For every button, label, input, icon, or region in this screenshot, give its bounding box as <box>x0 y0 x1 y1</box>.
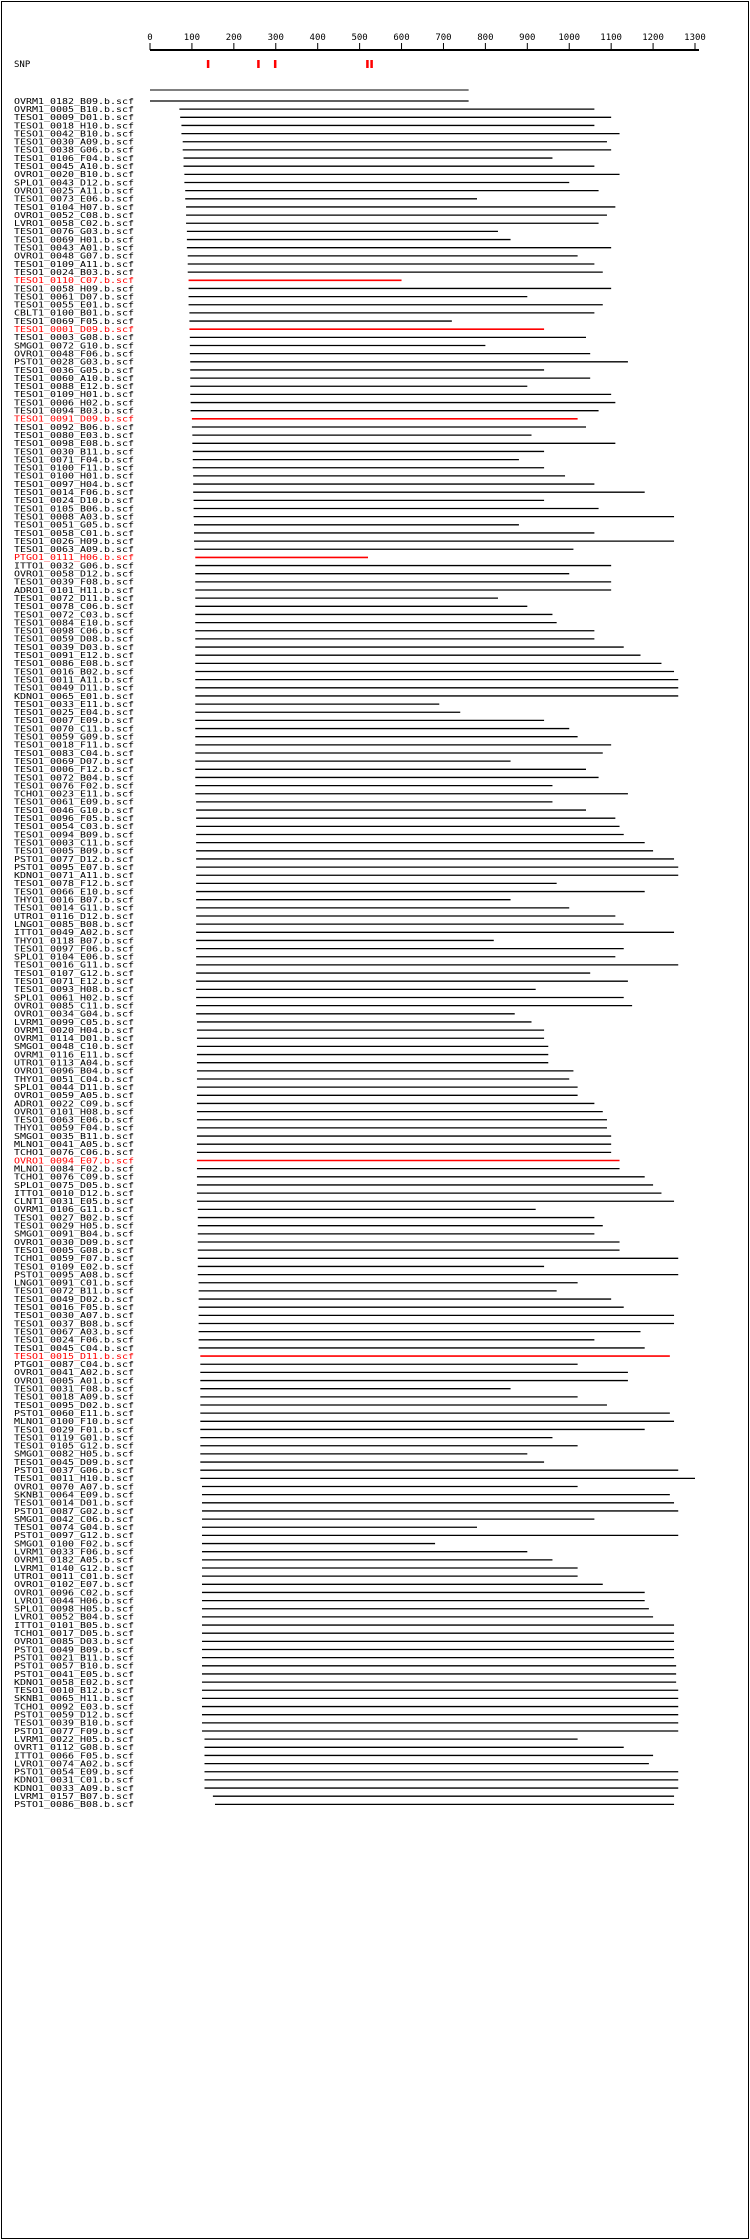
read-label: PSTO1_0054_E09.b.scf <box>14 1766 135 1777</box>
read-label: SPLO1_0075_D05.b.scf <box>14 1179 135 1190</box>
read-label: OVRO1_0048_G07.b.scf <box>14 250 135 261</box>
read-label: TESO1_0086_E08.b.scf <box>14 658 135 669</box>
read-label: TESO1_0011_H10.b.scf <box>14 1473 135 1484</box>
read-label: TESO1_0039_F08.b.scf <box>14 576 135 587</box>
read-label: TESO1_0093_H08.b.scf <box>14 984 135 995</box>
read-label: TESO1_0036_G05.b.scf <box>14 364 135 375</box>
read-label: TCHO1_0076_C06.b.scf <box>14 1147 135 1158</box>
read-label: MLNO1_0100_F10.b.scf <box>14 1416 135 1427</box>
read-label: TESO1_0059_D08.b.scf <box>14 633 135 644</box>
read-label: SPLO1_0044_D11.b.scf <box>14 1081 135 1092</box>
read-label: TESO1_0031_F08.b.scf <box>14 1383 135 1394</box>
read-label: LVRO1_0044_H06.b.scf <box>14 1595 135 1606</box>
read-label: TESO1_0016_F05.b.scf <box>14 1302 135 1312</box>
read-label: TESO1_0024_F06.b.scf <box>14 1334 135 1345</box>
read-label: TCHO1_0017_D05.b.scf <box>14 1628 135 1638</box>
read-label: TESO1_0078_C06.b.scf <box>14 601 135 612</box>
read-label: TESO1_0025_E04.b.scf <box>14 707 135 718</box>
read-label: TESO1_0049_D11.b.scf <box>14 682 135 693</box>
read-label: OVRM1_0116_E11.b.scf <box>14 1049 135 1060</box>
read-label: PTGO1_0087_C04.b.scf <box>14 1359 135 1370</box>
read-label: ITTO1_0032_G06.b.scf <box>14 560 135 571</box>
read-label: TESO1_0024_B03.b.scf <box>14 266 135 277</box>
read-label: KDNO1_0031_C01.b.scf <box>14 1774 135 1785</box>
read-label: OVRO1_0020_B10.b.scf <box>14 169 135 180</box>
read-label: TESO1_0009_D01.b.scf <box>14 112 135 123</box>
read-label: TESO1_0030_A09.b.scf <box>14 136 135 147</box>
read-label: PTGO1_0111_H06.b.scf <box>14 552 135 563</box>
read-label: TESO1_0008_A03.b.scf <box>14 511 135 522</box>
read-label: SKNB1_0064_E09.b.scf <box>14 1489 135 1500</box>
axis-tick-label: 1100 <box>600 33 622 43</box>
read-label: TESO1_0072_B04.b.scf <box>14 772 135 783</box>
read-label: TESO1_0091_D09.b.scf <box>14 413 135 424</box>
read-label: OVRO1_0025_A11.b.scf <box>14 185 135 196</box>
axis-tick-label: 1000 <box>558 33 581 43</box>
read-label: TESO1_0063_A09.b.scf <box>14 544 135 555</box>
read-label: TESO1_0010_B12.b.scf <box>14 1685 135 1696</box>
read-label: TESO1_0069_D07.b.scf <box>14 755 135 766</box>
read-label: TESO1_0001_D09.b.scf <box>14 324 135 334</box>
read-label: TESO1_0110_C07.b.scf <box>14 275 135 286</box>
read-label: OVRM1_0106_G11.b.scf <box>14 1204 135 1215</box>
read-label: THYO1_0016_B07.b.scf <box>14 894 135 905</box>
read-label: OVRO1_0085_C11.b.scf <box>14 1000 135 1011</box>
read-label: LVRM1_0033_F06.b.scf <box>14 1546 135 1557</box>
read-label: TESO1_0029_F01.b.scf <box>14 1424 135 1435</box>
read-label: TESO1_0100_H01.b.scf <box>14 470 135 481</box>
read-label: TESO1_0049_D02.b.scf <box>14 1293 135 1304</box>
read-label: TESO1_0067_A03.b.scf <box>14 1326 135 1337</box>
read-label: TESO1_0011_A11.b.scf <box>14 674 135 685</box>
read-label: TESO1_0066_E10.b.scf <box>14 886 135 897</box>
read-label: THYO1_0118_B07.b.scf <box>14 935 135 946</box>
read-label: PSTO1_0077_D12.b.scf <box>14 853 135 864</box>
read-label: PSTO1_0060_E11.b.scf <box>14 1407 135 1418</box>
read-label: LVRO1_0074_A02.b.scf <box>14 1758 135 1769</box>
snp-marker <box>370 60 373 68</box>
read-label: OVRO1_0048_F06.b.scf <box>14 348 135 359</box>
axis-tick-label: 800 <box>477 33 494 43</box>
snp-marker <box>274 60 277 68</box>
read-label: TESO1_0043_A01.b.scf <box>14 242 135 253</box>
read-label: PSTO1_0095_A08.b.scf <box>14 1269 135 1280</box>
read-label: TESO1_0006_H02.b.scf <box>14 397 135 408</box>
axis-tick-label: 900 <box>519 33 536 43</box>
read-label: TESO1_0104_H07.b.scf <box>14 201 135 212</box>
read-label: SPLO1_0043_D12.b.scf <box>14 177 135 188</box>
read-label: MLNO1_0084_F02.b.scf <box>14 1163 135 1174</box>
read-label: TESO1_0071_E12.b.scf <box>14 976 135 986</box>
read-label: PSTO1_0059_D12.b.scf <box>14 1709 135 1720</box>
read-label: LVRO1_0052_B04.b.scf <box>14 1611 135 1622</box>
axis-tick-label: 500 <box>351 33 368 43</box>
read-label: OVRO1_0034_G04.b.scf <box>14 1008 135 1019</box>
read-label: TESO1_0058_H09.b.scf <box>14 283 135 294</box>
read-label: TESO1_0027_B02.b.scf <box>14 1212 135 1223</box>
read-label: TESO1_0097_H04.b.scf <box>14 478 135 489</box>
read-label: OVRO1_0058_D12.b.scf <box>14 568 135 579</box>
read-label: SMGO1_0072_G10.b.scf <box>14 340 135 351</box>
read-label: TESO1_0098_C06.b.scf <box>14 625 135 636</box>
read-label: PSTO1_0049_B09.b.scf <box>14 1644 135 1655</box>
read-label: TESO1_0058_C01.b.scf <box>14 527 135 538</box>
read-label: SPLO1_0104_E06.b.scf <box>14 951 135 962</box>
read-label: TESO1_0055_E01.b.scf <box>14 299 135 310</box>
read-label: LNGO1_0085_B08.b.scf <box>14 918 135 929</box>
snp-label: SNP <box>14 60 31 70</box>
read-label: TESO1_0059_G09.b.scf <box>14 731 135 742</box>
read-label: TESO1_0098_E08.b.scf <box>14 438 135 449</box>
read-label: KDNO1_0071_A11.b.scf <box>14 870 135 881</box>
read-label: TESO1_0096_F05.b.scf <box>14 813 135 823</box>
read-label: TESO1_0109_H01.b.scf <box>14 389 135 400</box>
read-label: PSTO1_0097_G12.b.scf <box>14 1530 135 1541</box>
read-label: TESO1_0084_E10.b.scf <box>14 617 135 628</box>
read-label: TESO1_0091_E12.b.scf <box>14 650 135 660</box>
snp-marker <box>207 60 210 68</box>
axis-tick-label: 300 <box>267 33 284 43</box>
read-label: TESO1_0095_D02.b.scf <box>14 1399 135 1410</box>
read-label: TESO1_0014_F06.b.scf <box>14 487 135 497</box>
read-label: PSTO1_0086_B08.b.scf <box>14 1799 135 1810</box>
read-label: TESO1_0074_G04.b.scf <box>14 1522 135 1533</box>
read-label: PSTO1_0057_B10.b.scf <box>14 1660 135 1671</box>
read-label: TESO1_0105_B06.b.scf <box>14 503 135 514</box>
read-label: TESO1_0069_H01.b.scf <box>14 234 135 245</box>
read-label: OVRO1_0085_D03.b.scf <box>14 1636 135 1647</box>
read-label: TESO1_0105_G12.b.scf <box>14 1440 135 1451</box>
read-label: TESO1_0073_E06.b.scf <box>14 193 135 204</box>
read-label: TESO1_0070_C11.b.scf <box>14 723 135 734</box>
read-label: UTRO1_0113_A04.b.scf <box>14 1057 135 1068</box>
read-label: KDNO1_0033_A09.b.scf <box>14 1782 135 1793</box>
read-label: OVRO1_0096_B04.b.scf <box>14 1065 135 1076</box>
read-label: TESO1_0072_B11.b.scf <box>14 1285 135 1296</box>
read-label: SKNB1_0065_H11.b.scf <box>14 1693 135 1704</box>
read-label: TESO1_0015_D11.b.scf <box>14 1350 135 1361</box>
read-label: TESO1_0106_F04.b.scf <box>14 152 135 163</box>
read-label: TESO1_0033_E11.b.scf <box>14 698 135 709</box>
read-label: TESO1_0069_F05.b.scf <box>14 315 135 326</box>
read-label: TESO1_0003_C11.b.scf <box>14 837 135 848</box>
read-label: OVRT1_0112_G08.b.scf <box>14 1742 135 1753</box>
read-label: SMGO1_0035_B11.b.scf <box>14 1130 135 1141</box>
read-label: SPLO1_0098_H05.b.scf <box>14 1603 135 1614</box>
axis-tick-label: 0 <box>147 33 153 43</box>
axis-tick-label: 400 <box>309 33 326 43</box>
read-label: OVRO1_0102_E07.b.scf <box>14 1579 135 1590</box>
read-label: TESO1_0061_E09.b.scf <box>14 796 135 807</box>
read-label: TESO1_0051_G05.b.scf <box>14 519 135 530</box>
read-label: TESO1_0094_B09.b.scf <box>14 829 135 840</box>
read-label: TCHO1_0076_C09.b.scf <box>14 1171 135 1182</box>
read-label: TESO1_0030_A07.b.scf <box>14 1310 135 1321</box>
read-label: OVRO1_0094_E07.b.scf <box>14 1155 135 1166</box>
axis-tick-label: 1200 <box>642 33 664 43</box>
read-label: TESO1_0026_H09.b.scf <box>14 535 135 546</box>
read-label: THYO1_0051_C04.b.scf <box>14 1073 135 1084</box>
read-label: TESO1_0063_E06.b.scf <box>14 1114 135 1125</box>
read-label: TESO1_0007_E09.b.scf <box>14 715 135 726</box>
read-label: LVRO1_0058_C02.b.scf <box>14 218 135 229</box>
read-label: PSTO1_0028_G03.b.scf <box>14 356 135 367</box>
read-label: OVRO1_0030_D09.b.scf <box>14 1236 135 1247</box>
read-label: TESO1_0018_H10.b.scf <box>14 120 135 131</box>
read-label: TCHO1_0023_E11.b.scf <box>14 788 135 799</box>
read-label: CBLT1_0100_B01.b.scf <box>14 307 135 318</box>
read-label: OVRO1_0041_A02.b.scf <box>14 1367 135 1378</box>
read-label: TESO1_0014_G11.b.scf <box>14 902 135 913</box>
read-label: SMGO1_0042_C06.b.scf <box>14 1513 135 1524</box>
read-label: TESO1_0014_D01.b.scf <box>14 1497 135 1508</box>
read-label: OVRO1_0059_A05.b.scf <box>14 1090 135 1101</box>
read-label: OVRM1_0005_B10.b.scf <box>14 103 135 114</box>
read-label: OVRO1_0096_C02.b.scf <box>14 1587 135 1598</box>
snp-marker <box>257 60 260 68</box>
read-label: KDNO1_0065_E01.b.scf <box>14 690 135 701</box>
read-label: MLNO1_0041_A05.b.scf <box>14 1139 135 1149</box>
read-label: TESO1_0030_B11.b.scf <box>14 446 135 457</box>
read-label: TESO1_0046_G10.b.scf <box>14 804 135 815</box>
read-label: TCHO1_0059_F07.b.scf <box>14 1253 135 1264</box>
read-label: SMGO1_0048_C10.b.scf <box>14 1041 135 1052</box>
read-label: TESO1_0038_G06.b.scf <box>14 144 135 155</box>
read-label: LVRM1_0140_G12.b.scf <box>14 1562 135 1573</box>
read-label: PSTO1_0037_G06.b.scf <box>14 1465 135 1475</box>
axis-tick-label: 700 <box>435 33 452 43</box>
read-label: ADRO1_0022_C09.b.scf <box>14 1098 135 1109</box>
read-label: ITTO1_0049_A02.b.scf <box>14 927 135 938</box>
read-label: TESO1_0054_C03.b.scf <box>14 821 135 832</box>
read-label: SMGO1_0091_B04.b.scf <box>14 1228 135 1239</box>
read-label: PSTO1_0095_E07.b.scf <box>14 861 135 872</box>
read-label: TESO1_0083_C04.b.scf <box>14 747 135 758</box>
read-label: TESO1_0092_B06.b.scf <box>14 421 135 432</box>
read-label: OVRO1_0070_A07.b.scf <box>14 1481 135 1492</box>
read-label: TESO1_0097_F06.b.scf <box>14 943 135 954</box>
read-label: TESO1_0016_B02.b.scf <box>14 666 135 677</box>
read-label: LVRM1_0157_B07.b.scf <box>14 1791 135 1801</box>
read-label: ITTO1_0010_D12.b.scf <box>14 1187 135 1198</box>
read-label: OVRM1_0114_D01.b.scf <box>14 1033 135 1044</box>
read-label: OVRO1_0101_H08.b.scf <box>14 1106 135 1117</box>
read-label: UTRO1_0116_D12.b.scf <box>14 910 135 921</box>
read-label: TESO1_0088_E12.b.scf <box>14 381 135 392</box>
read-label: TESO1_0045_C04.b.scf <box>14 1342 135 1353</box>
read-label: CLNT1_0031_E05.b.scf <box>14 1196 135 1207</box>
read-label: PSTO1_0087_G02.b.scf <box>14 1505 135 1516</box>
read-label: TESO1_0005_G08.b.scf <box>14 1244 135 1255</box>
read-label: TESO1_0045_D09.b.scf <box>14 1456 135 1467</box>
read-label: OVRO1_0005_A01.b.scf <box>14 1375 135 1386</box>
read-label: TESO1_0006_F12.b.scf <box>14 764 135 775</box>
read-label: TESO1_0072_D11.b.scf <box>14 592 135 603</box>
read-label: PSTO1_0041_E05.b.scf <box>14 1668 135 1679</box>
read-label: TESO1_0039_D03.b.scf <box>14 641 135 652</box>
read-label: ADRO1_0101_H11.b.scf <box>14 584 135 595</box>
read-label: OVRM1_0020_H04.b.scf <box>14 1024 135 1035</box>
axis-tick-label: 1300 <box>684 33 706 43</box>
snp-marker <box>366 60 369 68</box>
read-label: TESO1_0094_B03.b.scf <box>14 405 135 416</box>
read-label: TESO1_0061_D07.b.scf <box>14 291 135 302</box>
read-label: TCHO1_0092_E03.b.scf <box>14 1701 135 1712</box>
read-label: TESO1_0076_G03.b.scf <box>14 226 135 237</box>
read-label: TESO1_0018_A09.b.scf <box>14 1391 135 1402</box>
read-label: TESO1_0018_F11.b.scf <box>14 739 135 750</box>
read-label: LVRM1_0022_H05.b.scf <box>14 1733 135 1744</box>
read-label: SMGO1_0100_F02.b.scf <box>14 1538 135 1549</box>
axis-tick-label: 200 <box>225 33 242 43</box>
read-label: TESO1_0100_F11.b.scf <box>14 462 135 473</box>
axis-tick-label: 600 <box>393 33 410 43</box>
read-label: TESO1_0119_G01.b.scf <box>14 1432 135 1443</box>
read-label: UTRO1_0011_C01.b.scf <box>14 1570 135 1581</box>
read-label: TESO1_0107_G12.b.scf <box>14 967 135 978</box>
read-label: TESO1_0109_A11.b.scf <box>14 258 135 269</box>
read-label: TESO1_0029_H05.b.scf <box>14 1220 135 1231</box>
read-label: ITTO1_0066_F05.b.scf <box>14 1750 135 1761</box>
read-label: TESO1_0072_C03.b.scf <box>14 609 135 620</box>
read-label: THYO1_0059_F04.b.scf <box>14 1122 135 1133</box>
read-label: ITTO1_0101_B05.b.scf <box>14 1619 135 1630</box>
read-label: SMGO1_0082_H05.b.scf <box>14 1448 135 1459</box>
read-label: TESO1_0042_B10.b.scf <box>14 128 135 139</box>
read-label: TESO1_0076_F02.b.scf <box>14 780 135 791</box>
read-label: TESO1_0109_E02.b.scf <box>14 1261 135 1272</box>
read-label: TESO1_0024_D10.b.scf <box>14 495 135 506</box>
read-label: TESO1_0037_B08.b.scf <box>14 1318 135 1329</box>
read-label: TESO1_0060_A10.b.scf <box>14 372 135 383</box>
read-label: SPLO1_0061_H02.b.scf <box>14 992 135 1003</box>
read-label: TESO1_0039_B10.b.scf <box>14 1717 135 1728</box>
read-label: TESO1_0045_A10.b.scf <box>14 161 135 171</box>
axis-tick-label: 100 <box>183 33 201 43</box>
read-label: LNGO1_0091_C01.b.scf <box>14 1277 135 1288</box>
read-label: TESO1_0005_B09.b.scf <box>14 845 135 856</box>
read-label: LVRM1_0099_C05.b.scf <box>14 1016 135 1027</box>
read-label: TESO1_0071_F04.b.scf <box>14 454 135 465</box>
read-label: PSTO1_0021_B11.b.scf <box>14 1652 135 1663</box>
read-label: TESO1_0080_E03.b.scf <box>14 429 135 440</box>
read-label: TESO1_0003_G08.b.scf <box>14 332 135 343</box>
read-label: TESO1_0016_G11.b.scf <box>14 959 135 970</box>
read-label: PSTO1_0077_F09.b.scf <box>14 1725 135 1736</box>
read-label: OVRO1_0052_C08.b.scf <box>14 209 135 220</box>
read-label: OVRM1_0182_A05.b.scf <box>14 1554 135 1565</box>
read-label: KDNO1_0058_E02.b.scf <box>14 1676 135 1687</box>
read-label: OVRM1_0182_B09.b.scf <box>14 95 135 106</box>
read-label: TESO1_0078_F12.b.scf <box>14 878 135 889</box>
